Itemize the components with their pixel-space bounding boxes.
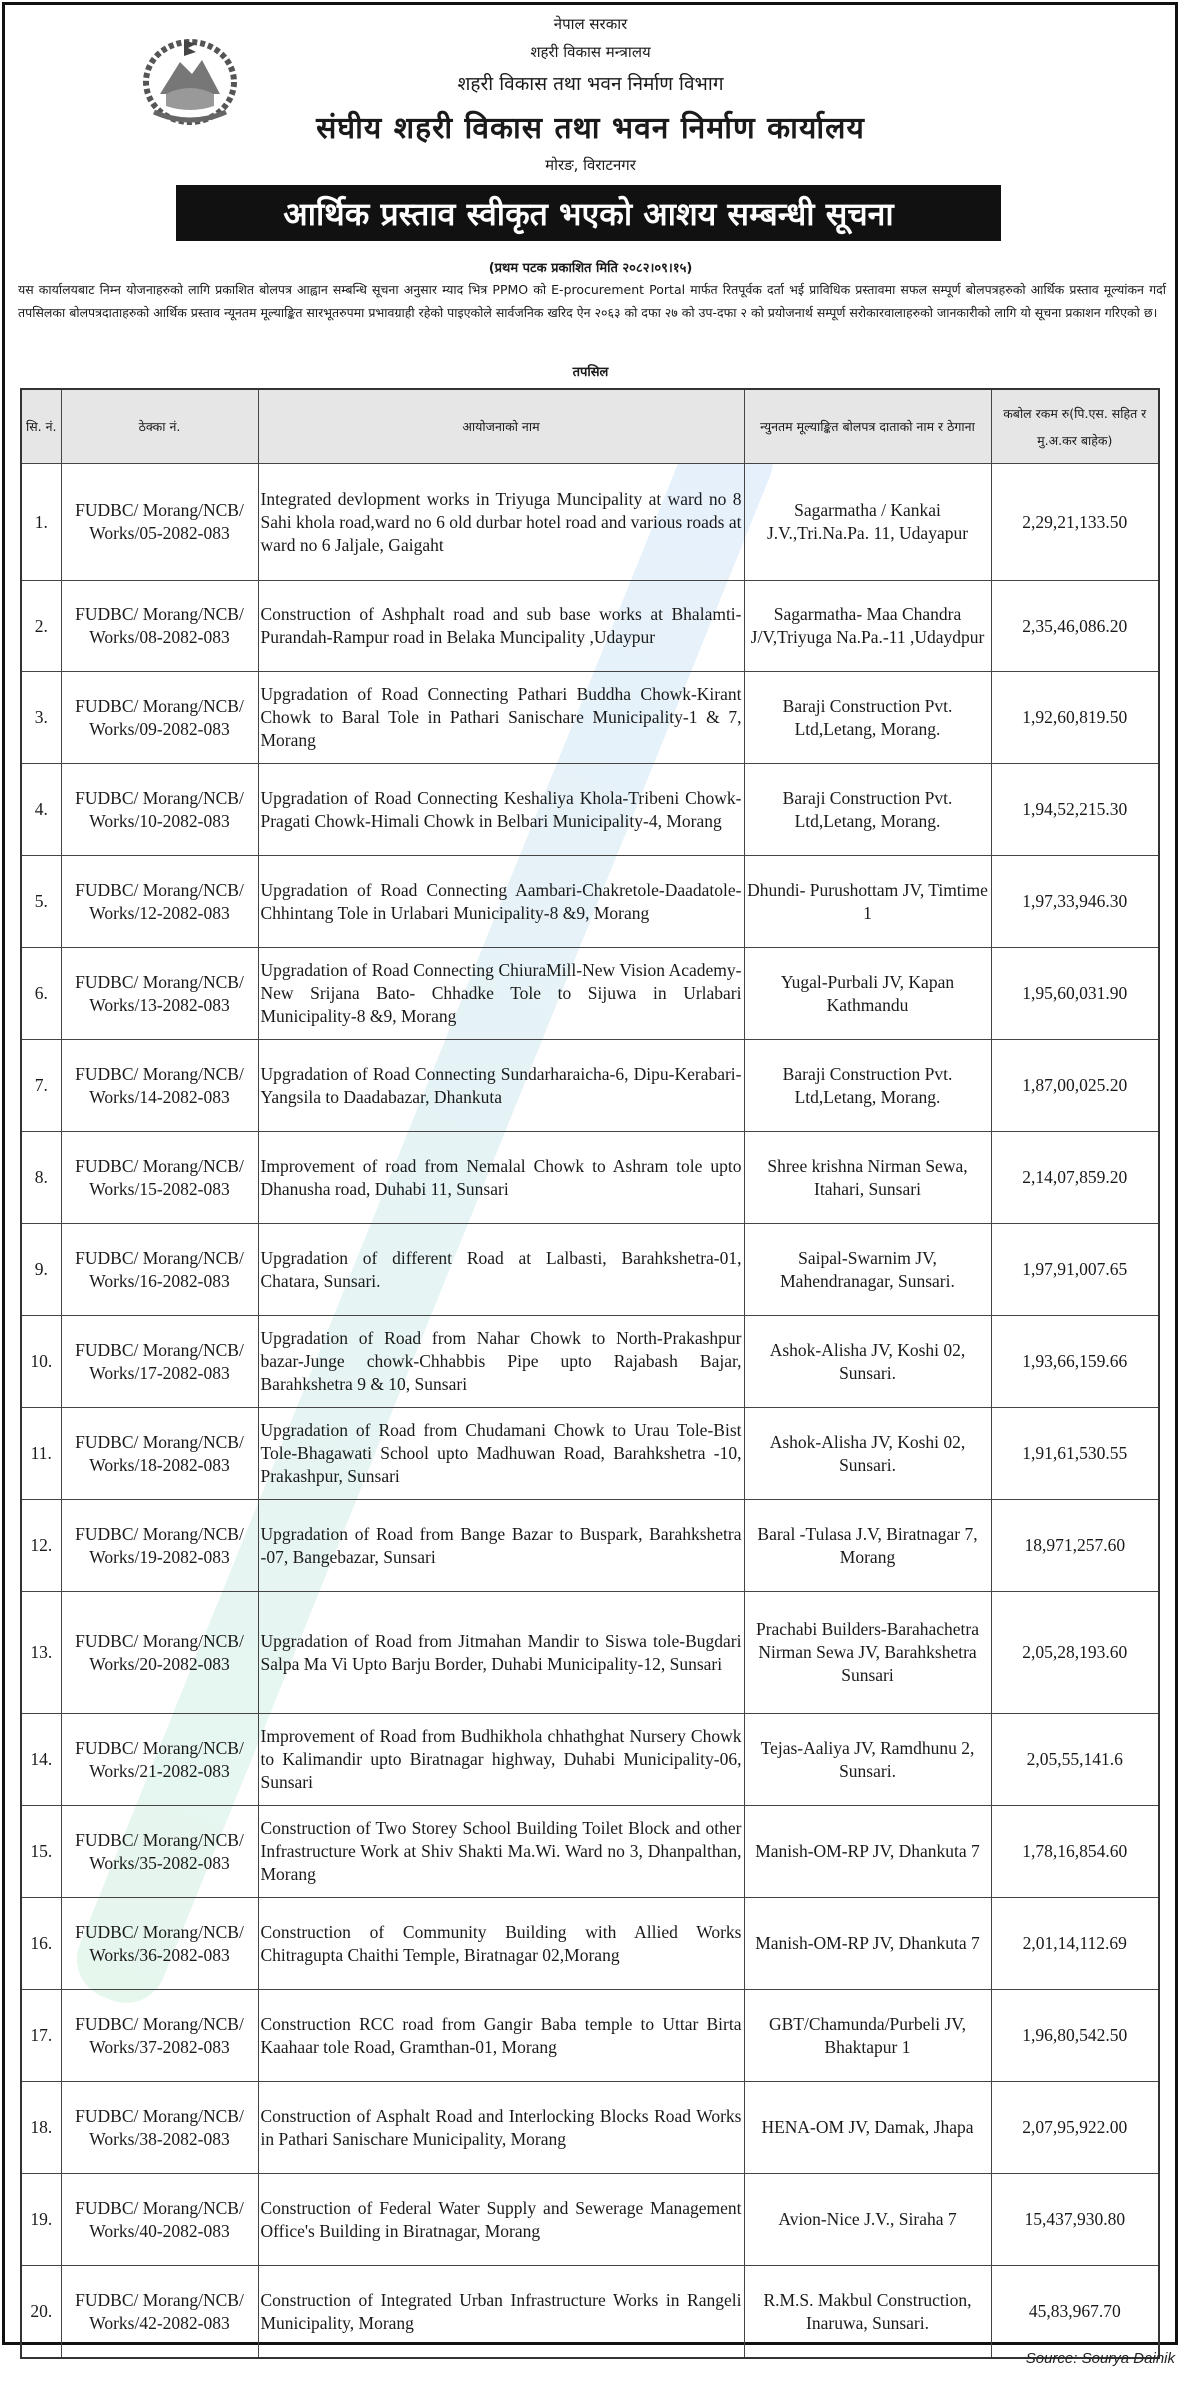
cell-sn: 11. <box>21 1408 61 1500</box>
table-row <box>21 1806 1159 1898</box>
cell-amount: 1,97,91,007.65 <box>991 1224 1159 1316</box>
cell-project: Upgradation of Road from Bange Bazar to Buspark, Barahkshetra -07, Bangebazar, Sunsari <box>258 1500 744 1592</box>
table-row <box>21 856 1159 948</box>
source-credit: Source: Sourya Dainik <box>1025 2350 1175 2367</box>
cell-amount: 2,29,21,133.50 <box>991 464 1159 581</box>
header-sn: सि. नं. <box>21 389 61 464</box>
cell-contract: FUDBC/ Morang/NCB/ Works/09-2082-083 <box>61 672 258 764</box>
cell-project: Construction of Ashphalt road and sub base works at Bhalamti-Purandah-Rampur road in Belaka Muncipality ,Udaypur <box>258 581 744 672</box>
cell-project: Upgradation of different Road at Lalbasti, Barahkshetra-01, Chatara, Sunsari. <box>258 1224 744 1316</box>
cell-sn: 4. <box>21 764 61 856</box>
table-row <box>21 1224 1159 1316</box>
cell-sn: 3. <box>21 672 61 764</box>
cell-contract: FUDBC/ Morang/NCB/ Works/19-2082-083 <box>61 1500 258 1592</box>
cell-amount: 1,97,33,946.30 <box>991 856 1159 948</box>
cell-contract: FUDBC/ Morang/NCB/ Works/18-2082-083 <box>61 1408 258 1500</box>
cell-sn: 16. <box>21 1898 61 1990</box>
cell-project: Upgradation of Road Connecting ChiuraMill-New Vision Academy-New Srijana Bato- Chhadke Tole to Sijuwa in Urlabari Municipality-8 &9, Morang <box>258 948 744 1040</box>
cell-contract: FUDBC/ Morang/NCB/ Works/17-2082-083 <box>61 1316 258 1408</box>
cell-project: Construction of Federal Water Supply and Sewerage Management Office's Building in Biratnagar, Morang <box>258 2174 744 2266</box>
cell-amount: 2,35,46,086.20 <box>991 581 1159 672</box>
publication-date: (प्रथम पटक प्रकाशित मिति २०८२।०९।१५) <box>488 261 693 276</box>
cell-bidder: R.M.S. Makbul Construction, Inaruwa, Sunsari. <box>744 2266 991 2359</box>
cell-project: Improvement of road from Nemalal Chowk to Ashram tole upto Dhanusha road, Duhabi 11, Sunsari <box>258 1132 744 1224</box>
cell-project: Upgradation of Road from Jitmahan Mandir to Siswa tole-Bugdari Salpa Ma Vi Upto Barju Border, Duhabi Municipality-12, Sunsari <box>258 1592 744 1714</box>
table-row <box>21 1408 1159 1500</box>
cell-contract: FUDBC/ Morang/NCB/ Works/14-2082-083 <box>61 1040 258 1132</box>
cell-bidder: Manish-OM-RP JV, Dhankuta 7 <box>744 1806 991 1898</box>
office-location: मोरङ, विराटनगर <box>545 156 636 174</box>
cell-project: Construction of Two Storey School Building Toilet Block and other Infrastructure Work at Shiv Shakti Ma.Wi. Ward no 3, Dhanpalthan, Morang <box>258 1806 744 1898</box>
cell-bidder: Ashok-Alisha JV, Koshi 02, Sunsari. <box>744 1408 991 1500</box>
cell-project: Integrated devlopment works in Triyuga Muncipality at ward no 8 Sahi khola road,ward no 6 old durbar hotel road and various roads at ward no 6 Jaljale, Gaigaht <box>258 464 744 581</box>
cell-amount: 2,14,07,859.20 <box>991 1132 1159 1224</box>
table-row <box>21 1592 1159 1714</box>
cell-project: Upgradation of Road Connecting Aambari-Chakretole-Daadatole-Chhintang Tole in Urlabari Municipality-8 &9, Morang <box>258 856 744 948</box>
cell-contract: FUDBC/ Morang/NCB/ Works/38-2082-083 <box>61 2082 258 2174</box>
cell-amount: 2,07,95,922.00 <box>991 2082 1159 2174</box>
cell-bidder: Yugal-Purbali JV, Kapan Kathmandu <box>744 948 991 1040</box>
cell-project: Construction of Community Building with Allied Works Chitragupta Chaithi Temple, Biratnagar 02,Morang <box>258 1898 744 1990</box>
cell-sn: 13. <box>21 1592 61 1714</box>
notice-title-banner <box>176 185 1001 241</box>
cell-contract: FUDBC/ Morang/NCB/ Works/10-2082-083 <box>61 764 258 856</box>
cell-sn: 15. <box>21 1806 61 1898</box>
cell-bidder: Baraji Construction Pvt. Ltd,Letang, Morang. <box>744 1040 991 1132</box>
table-row <box>21 764 1159 856</box>
office-title: संघीय शहरी विकास तथा भवन निर्माण कार्यालय <box>316 111 865 146</box>
cell-amount: 1,94,52,215.30 <box>991 764 1159 856</box>
cell-amount: 1,92,60,819.50 <box>991 672 1159 764</box>
cell-sn: 7. <box>21 1040 61 1132</box>
cell-project: Upgradation of Road Connecting Keshaliya Khola-Tribeni Chowk-Pragati Chowk-Himali Chowk in Belbari Municipality-4, Morang <box>258 764 744 856</box>
cell-bidder: Shree krishna Nirman Sewa, Itahari, Sunsari <box>744 1132 991 1224</box>
cell-sn: 19. <box>21 2174 61 2266</box>
cell-bidder: Baraji Construction Pvt. Ltd,Letang, Morang. <box>744 764 991 856</box>
table-row <box>21 464 1159 581</box>
table-row <box>21 1132 1159 1224</box>
cell-bidder: Dhundi- Purushottam JV, Timtime 1 <box>744 856 991 948</box>
notice-title: आर्थिक प्रस्ताव स्वीकृत भएको आशय सम्बन्धी सूचना <box>283 194 894 233</box>
cell-sn: 6. <box>21 948 61 1040</box>
cell-amount: 1,91,61,530.55 <box>991 1408 1159 1500</box>
department-line: शहरी विकास तथा भवन निर्माण विभाग <box>457 73 724 95</box>
ministry-line: शहरी विकास मन्त्रालय <box>530 43 651 61</box>
cell-bidder: Sagarmatha / Kankai J.V.,Tri.Na.Pa. 11, Udayapur <box>744 464 991 581</box>
cell-amount: 2,01,14,112.69 <box>991 1898 1159 1990</box>
table-row <box>21 2174 1159 2266</box>
cell-contract: FUDBC/ Morang/NCB/ Works/20-2082-083 <box>61 1592 258 1714</box>
table-row <box>21 1990 1159 2082</box>
cell-amount: 15,437,930.80 <box>991 2174 1159 2266</box>
table-header-row <box>21 389 1159 464</box>
cell-bidder: Prachabi Builders-Barahachetra Nirman Sewa JV, Barahkshetra Sunsari <box>744 1592 991 1714</box>
govt-line: नेपाल सरकार <box>553 15 628 33</box>
header-amount: कबोल रकम रु(पि.एस. सहित र मु.अ.कर बाहेक) <box>991 389 1159 464</box>
cell-contract: FUDBC/ Morang/NCB/ Works/42-2082-083 <box>61 2266 258 2359</box>
cell-sn: 8. <box>21 1132 61 1224</box>
cell-amount: 1,95,60,031.90 <box>991 948 1159 1040</box>
table-caption: तपसिल <box>572 365 609 380</box>
cell-sn: 10. <box>21 1316 61 1408</box>
cell-contract: FUDBC/ Morang/NCB/ Works/15-2082-083 <box>61 1132 258 1224</box>
cell-amount: 2,05,28,193.60 <box>991 1592 1159 1714</box>
header-bidder: न्युनतम मूल्याङ्कित बोलपत्र दाताको नाम र ठेगाना <box>744 389 991 464</box>
cell-sn: 18. <box>21 2082 61 2174</box>
cell-bidder: Ashok-Alisha JV, Koshi 02, Sunsari. <box>744 1316 991 1408</box>
table-row <box>21 1714 1159 1806</box>
cell-sn: 12. <box>21 1500 61 1592</box>
cell-contract: FUDBC/ Morang/NCB/ Works/35-2082-083 <box>61 1806 258 1898</box>
cell-bidder: HENA-OM JV, Damak, Jhapa <box>744 2082 991 2174</box>
cell-amount: 1,87,00,025.20 <box>991 1040 1159 1132</box>
table-row <box>21 2266 1159 2359</box>
cell-amount: 45,83,967.70 <box>991 2266 1159 2359</box>
cell-contract: FUDBC/ Morang/NCB/ Works/08-2082-083 <box>61 581 258 672</box>
cell-bidder: GBT/Chamunda/Purbeli JV, Bhaktapur 1 <box>744 1990 991 2082</box>
cell-contract: FUDBC/ Morang/NCB/ Works/37-2082-083 <box>61 1990 258 2082</box>
cell-bidder: Avion-Nice J.V., Siraha 7 <box>744 2174 991 2266</box>
cell-project: Construction of Asphalt Road and Interlocking Blocks Road Works in Pathari Sanischare Municipality, Morang <box>258 2082 744 2174</box>
cell-contract: FUDBC/ Morang/NCB/ Works/16-2082-083 <box>61 1224 258 1316</box>
header-contract: ठेक्का नं. <box>61 389 258 464</box>
bid-results-table <box>20 388 1160 2359</box>
notice-header <box>0 0 1181 400</box>
cell-amount: 2,05,55,141.6 <box>991 1714 1159 1806</box>
intro-paragraph: यस कार्यालयबाट निम्न योजनाहरुको लागि प्रकाशित बोलपत्र आह्वान सम्बन्धि सूचना अनुसार म्याद भित्र PPMO को E-procurement Portal मार्फत रितपूर्वक दर्ता भई प्राविधिक प्रस्तावमा सफल सम्पूर्ण बोलपत्रहरुको आर्थिक प्रस्ताव मूल्यांकन गर्दा तपसिलका बोलपत्रदाताहरुको आर्थिक प्रस्ताव न्यूनतम मूल्याङ्कित सारभूतरुपमा प्रभावग्राही रहेको पाइएकोले सार्वजनिक खरिद ऐन २०६३ को दफा २७ को उप-दफा २ को प्रयोजनार्थ सम्पूर्ण सरोकारवालाहरुको जानकारीको लागि यो सूचना प्रकाशन गरिएको छ। <box>18 282 1166 320</box>
cell-project: Upgradation of Road from Nahar Chowk to North-Prakashpur bazar-Junge chowk-Chhabbis Pipe upto Rajabash Bajar, Barahkshetra 9 & 10, Sunsari <box>258 1316 744 1408</box>
cell-sn: 9. <box>21 1224 61 1316</box>
cell-contract: FUDBC/ Morang/NCB/ Works/36-2082-083 <box>61 1898 258 1990</box>
table-row <box>21 1500 1159 1592</box>
cell-bidder: Manish-OM-RP JV, Dhankuta 7 <box>744 1898 991 1990</box>
cell-contract: FUDBC/ Morang/NCB/ Works/05-2082-083 <box>61 464 258 581</box>
cell-contract: FUDBC/ Morang/NCB/ Works/21-2082-083 <box>61 1714 258 1806</box>
cell-amount: 1,96,80,542.50 <box>991 1990 1159 2082</box>
table-row <box>21 1040 1159 1132</box>
cell-project: Construction RCC road from Gangir Baba temple to Uttar Birta Kaahaar tole Road, Gramthan-01, Morang <box>258 1990 744 2082</box>
cell-contract: FUDBC/ Morang/NCB/ Works/40-2082-083 <box>61 2174 258 2266</box>
cell-bidder: Tejas-Aaliya JV, Ramdhunu 2, Sunsari. <box>744 1714 991 1806</box>
cell-project: Upgradation of Road Connecting Sundarharaicha-6, Dipu-Kerabari-Yangsila to Daadabazar, Dhankuta <box>258 1040 744 1132</box>
cell-sn: 1. <box>21 464 61 581</box>
cell-project: Upgradation of Road from Chudamani Chowk to Urau Tole-Bist Tole-Bhagawati School upto Madhuwan Road, Barahkshetra -10, Prakashpur, Sunsari <box>258 1408 744 1500</box>
table-row <box>21 1316 1159 1408</box>
cell-sn: 5. <box>21 856 61 948</box>
cell-project: Construction of Integrated Urban Infrastructure Works in Rangeli Municipality, Morang <box>258 2266 744 2359</box>
cell-amount: 18,971,257.60 <box>991 1500 1159 1592</box>
cell-sn: 20. <box>21 2266 61 2359</box>
cell-sn: 2. <box>21 581 61 672</box>
table-row <box>21 1898 1159 1990</box>
cell-project: Improvement of Road from Budhikhola chhathghat Nursery Chowk to Kalimandir upto Biratnagar highway, Duhabi Municipality-06, Sunsari <box>258 1714 744 1806</box>
cell-amount: 1,93,66,159.66 <box>991 1316 1159 1408</box>
cell-contract: FUDBC/ Morang/NCB/ Works/12-2082-083 <box>61 856 258 948</box>
table-row <box>21 948 1159 1040</box>
cell-bidder: Sagarmatha- Maa Chandra J/V,Triyuga Na.Pa.-11 ,Udaydpur <box>744 581 991 672</box>
table-row <box>21 2082 1159 2174</box>
cell-project: Upgradation of Road Connecting Pathari Buddha Chowk-Kirant Chowk to Baral Tole in Pathari Sanischare Municipality-1 & 7, Morang <box>258 672 744 764</box>
table-row <box>21 581 1159 672</box>
cell-sn: 17. <box>21 1990 61 2082</box>
cell-sn: 14. <box>21 1714 61 1806</box>
cell-bidder: Saipal-Swarnim JV, Mahendranagar, Sunsari. <box>744 1224 991 1316</box>
cell-bidder: Baral -Tulasa J.V, Biratnagar 7, Morang <box>744 1500 991 1592</box>
cell-bidder: Baraji Construction Pvt. Ltd,Letang, Morang. <box>744 672 991 764</box>
header-project: आयोजनाको नाम <box>258 389 744 464</box>
cell-amount: 1,78,16,854.60 <box>991 1806 1159 1898</box>
cell-contract: FUDBC/ Morang/NCB/ Works/13-2082-083 <box>61 948 258 1040</box>
table-row <box>21 672 1159 764</box>
